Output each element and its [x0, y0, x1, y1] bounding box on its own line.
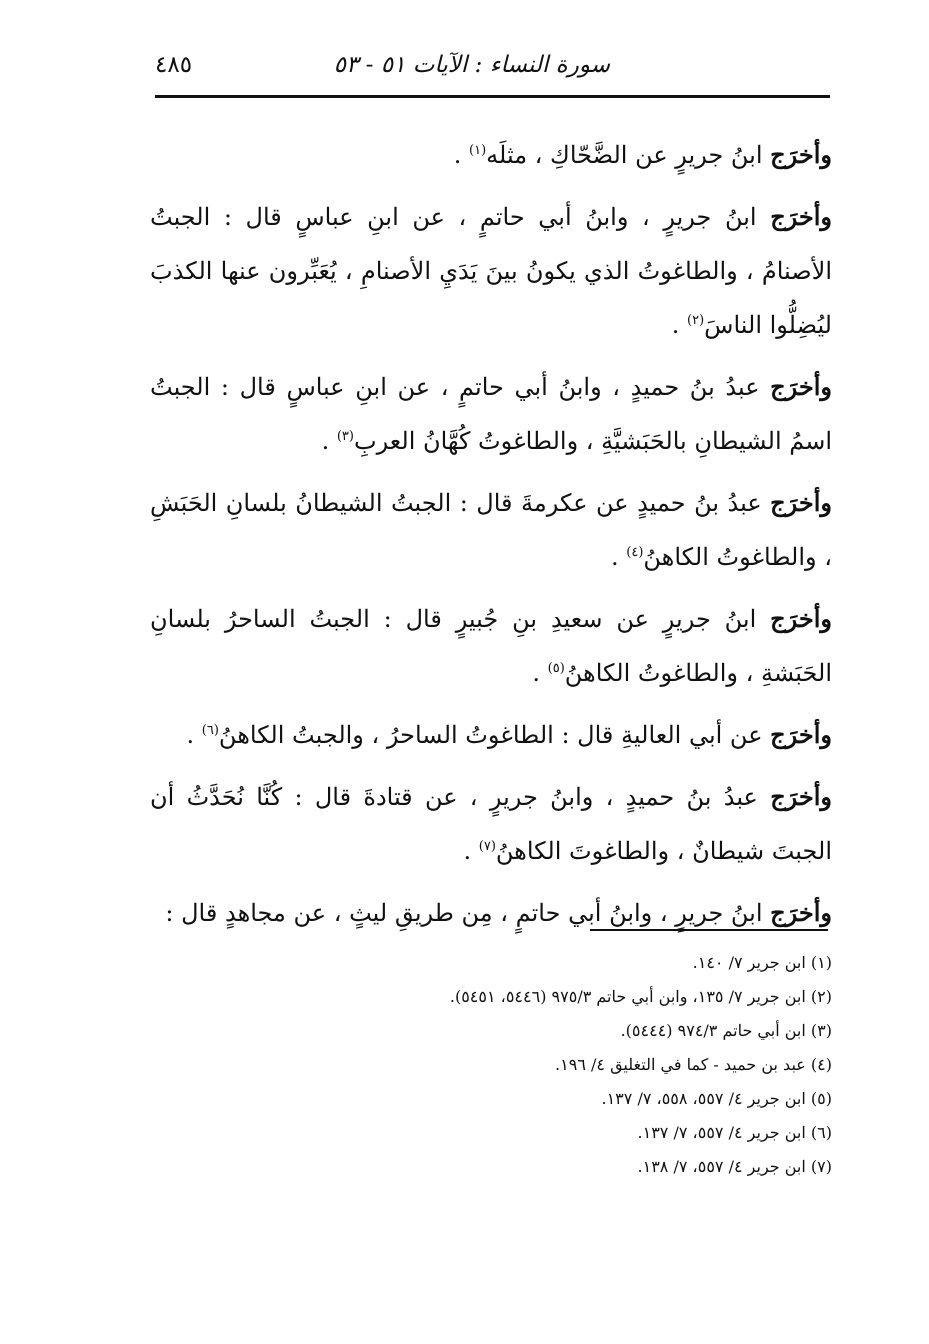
- footnote: (٦) ابن جرير ٤/ ٥٥٧، ٧/ ١٣٧.: [637, 1123, 832, 1142]
- paragraph-lead: وأخرَج: [770, 898, 832, 927]
- paragraph-tail: .: [321, 427, 337, 455]
- paragraph-lead: وأخرَج: [770, 372, 832, 401]
- paragraph-text: عبدُ بنُ حميدٍ ، وابنُ جريرٍ ، عن قتادةَ قال : كُنَّا نُحَدَّثُ أن الجبتَ شيطانٌ ، والطاغوتَ الكاهنُ: [150, 783, 832, 865]
- paragraph-lead: وأخرَج: [770, 488, 832, 517]
- paragraph-lead: وأخرَج: [770, 140, 832, 169]
- footnote-marker: (٦): [201, 723, 219, 738]
- paragraph-tail: .: [532, 659, 548, 687]
- footnote: (٣) ابن أبي حاتم ٩٧٤/٣ (٥٤٤٤).: [620, 1021, 832, 1040]
- running-header: [155, 48, 830, 88]
- paragraph: [150, 476, 832, 584]
- paragraph: [150, 886, 832, 940]
- paragraph-text: عن أبي العاليةِ قال : الطاغوتُ الساحرُ ، والجبتُ الكاهنُ: [218, 721, 763, 749]
- footnote: (٤) عبد بن حميد - كما في التغليق ٤/ ١٩٦.: [555, 1055, 832, 1074]
- paragraph-text: عبدُ بنُ حميدٍ عن عكرمةَ قال : الجبتُ الشيطانُ بلسانِ الحَبَشِ ، والطاغوتُ الكاهنُ: [150, 489, 832, 571]
- header-title: سورة النساء : الآيات ٥١ - ٥٣: [333, 52, 610, 78]
- footnote-marker: (٤): [626, 545, 644, 560]
- paragraph: [150, 190, 832, 352]
- paragraph-tail: .: [671, 311, 688, 339]
- footnote-marker: (٢): [687, 313, 705, 328]
- footnote-marker: (٥): [547, 661, 565, 676]
- footnote-marker: (٧): [478, 839, 496, 854]
- paragraph-tail: .: [453, 141, 469, 169]
- paragraph-tail: .: [611, 543, 627, 571]
- paragraph: [150, 770, 832, 878]
- paragraph-text: ابنُ جريرٍ عن الضَّحّاكِ ، مثلَه: [486, 141, 763, 169]
- footnote-marker: (٣): [336, 429, 354, 444]
- paragraph: [150, 592, 832, 700]
- paragraph-lead: وأخرَج: [770, 720, 832, 749]
- paragraph-text: ابنُ جريرٍ ، وابنُ أبي حاتمٍ ، عن ابنِ عباسٍ قال : الجبتُ الأصنامُ ، والطاغوتُ الذي يكونُ بينَ يَدَيِ الأصنامِ ، يُعَبِّرون عنها الكذبَ ليُضِلُّوا الناسَ: [150, 203, 832, 339]
- paragraph: [150, 128, 832, 182]
- paragraph-text: ابنُ جريرٍ ، وابنُ أبي حاتمٍ ، مِن طريقِ ليثٍ ، عن مجاهدٍ قال :: [165, 899, 763, 927]
- footnote: (١) ابن جرير ٧/ ١٤٠.: [692, 953, 832, 972]
- paragraph-text: ابنُ جريرٍ عن سعيدِ بنِ جُبيرٍ قال : الجبتُ الساحرُ بلسانِ الحَبَشةِ ، والطاغوتُ الكاهنُ: [150, 605, 832, 687]
- footnotes: [300, 946, 832, 1184]
- paragraph: [150, 360, 832, 468]
- paragraph-tail: .: [186, 721, 202, 749]
- footnote-marker: (١): [469, 143, 487, 158]
- header-rule: [155, 95, 830, 98]
- paragraph-lead: وأخرَج: [770, 604, 832, 633]
- footnote: (٢) ابن جرير ٧/ ١٣٥، وابن أبي حاتم ٩٧٥/٣ (٥٤٤٦، ٥٤٥١).: [449, 987, 832, 1006]
- footnote-rule: [590, 929, 828, 931]
- page-number: ٤٨٥: [155, 52, 193, 78]
- paragraph-lead: وأخرَج: [770, 782, 833, 811]
- paragraph: [150, 708, 832, 762]
- paragraph-lead: وأخرَج: [770, 202, 833, 231]
- main-text: [150, 128, 832, 948]
- footnote: (٧) ابن جرير ٤/ ٥٥٧، ٧/ ١٣٨.: [637, 1157, 832, 1176]
- paragraph-text: عبدُ بنُ حميدٍ ، وابنُ أبي حاتمٍ ، عن ابنِ عباسٍ قال : الجبتُ اسمُ الشيطانِ بالحَبَشيَّةِ ، والطاغوتُ كُهَّانُ العربِ: [150, 373, 832, 455]
- footnote: (٥) ابن جرير ٤/ ٥٥٧، ٥٥٨، ٧/ ١٣٧.: [601, 1089, 832, 1108]
- paragraph-tail: .: [463, 837, 479, 865]
